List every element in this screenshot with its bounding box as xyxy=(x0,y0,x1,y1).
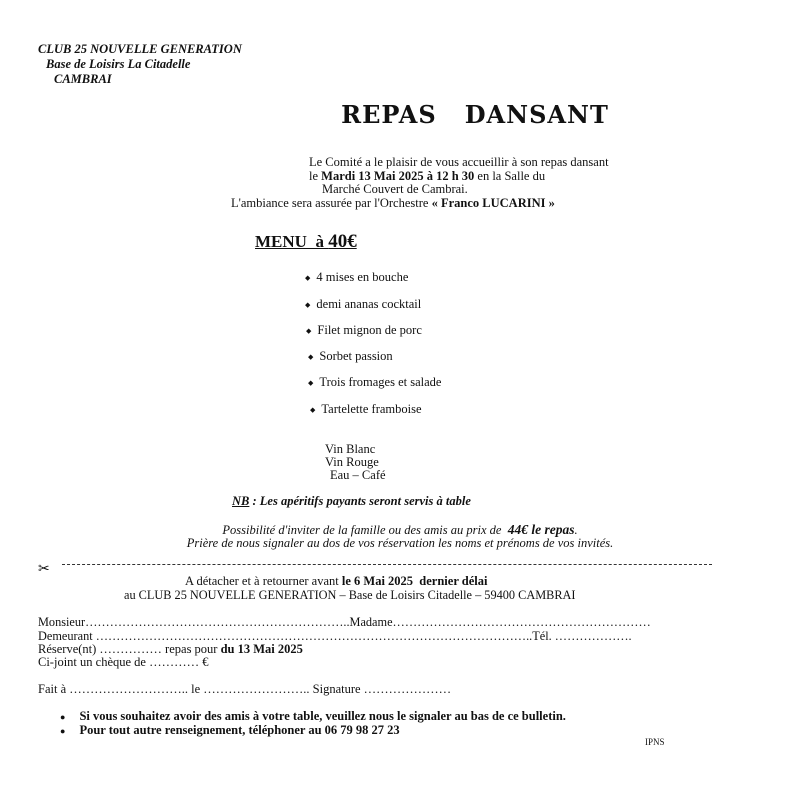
dish-item: ◆ Filet mignon de porc xyxy=(306,323,422,337)
name-field-line: Monsieur………………………………………………………..Madame……………………………………………………… xyxy=(38,615,651,629)
cheque-line: Ci-joint un chèque de ………… € xyxy=(38,655,209,669)
ipns-mark: IPNS xyxy=(645,737,665,747)
intro-line-1: Le Comité a le plaisir de vous accueillir à son repas dansant xyxy=(309,155,609,169)
dish-item: ◆ 4 mises en bouche xyxy=(305,270,409,284)
dish-item: ◆ Tartelette framboise xyxy=(310,402,422,416)
drink-item: Vin Rouge xyxy=(325,455,379,469)
invite-line-1: Possibilité d'inviter de la famille ou des amis au prix de 44€ le repas. xyxy=(222,522,578,537)
club-name: CLUB 25 NOUVELLE GENERATION xyxy=(38,42,242,56)
bullet-icon: ● xyxy=(60,712,66,722)
signature-line: Fait à ……………………….. le …………………….. Signature ………………… xyxy=(38,682,452,696)
note-item: ● Pour tout autre renseignement, téléphoner au 06 79 98 27 23 xyxy=(60,723,400,737)
note-item: ● Si vous souhaitez avoir des amis à votre table, veuillez nous le signaler au bas de ce bulletin. xyxy=(60,709,566,723)
scissors-icon: ✂ xyxy=(38,562,50,577)
diamond-bullet-icon: ◆ xyxy=(308,353,314,362)
diamond-bullet-icon: ◆ xyxy=(310,406,316,415)
intro-line-3: Marché Couvert de Cambrai. xyxy=(322,182,468,196)
dish-item: ◆ Trois fromages et salade xyxy=(308,375,442,389)
address-field-line: Demeurant ……………………………………………………………………………………………..Tél. ………………. xyxy=(38,629,632,643)
drink-item: Eau – Café xyxy=(330,468,386,482)
invite-line-2: Prière de nous signaler au dos de vos réservation les noms et prénoms de vos invités. xyxy=(186,536,614,550)
bullet-icon: ● xyxy=(60,726,66,736)
intro-line-2: le Mardi 13 Mai 2025 à 12 h 30 en la Salle du xyxy=(309,169,546,183)
page-title: REPAS DANSANT xyxy=(341,100,609,129)
diamond-bullet-icon: ◆ xyxy=(305,274,311,283)
return-address: au CLUB 25 NOUVELLE GENERATION – Base de Loisirs Citadelle – 59400 CAMBRAI xyxy=(124,588,576,602)
drink-item: Vin Blanc xyxy=(325,442,376,456)
dish-item: ◆ Sorbet passion xyxy=(308,349,393,363)
cut-line xyxy=(62,564,712,565)
detach-instruction: A détacher et à retourner avant le 6 Mai 2025 dernier délai xyxy=(185,574,488,588)
diamond-bullet-icon: ◆ xyxy=(306,327,312,336)
diamond-bullet-icon: ◆ xyxy=(308,379,314,388)
club-location: Base de Loisirs La Citadelle xyxy=(46,57,191,71)
club-city: CAMBRAI xyxy=(54,72,112,86)
diamond-bullet-icon: ◆ xyxy=(305,301,311,310)
intro-line-4: L'ambiance sera assurée par l'Orchestre « Franco LUCARINI » xyxy=(231,196,555,210)
nb-note: NB : Les apéritifs payants seront servis à table xyxy=(232,494,471,508)
dish-item: ◆ demi ananas cocktail xyxy=(305,297,422,311)
menu-heading: MENU à 40€ xyxy=(255,231,357,252)
reservation-line: Réserve(nt) …………… repas pour du 13 Mai 2025 xyxy=(38,642,303,656)
